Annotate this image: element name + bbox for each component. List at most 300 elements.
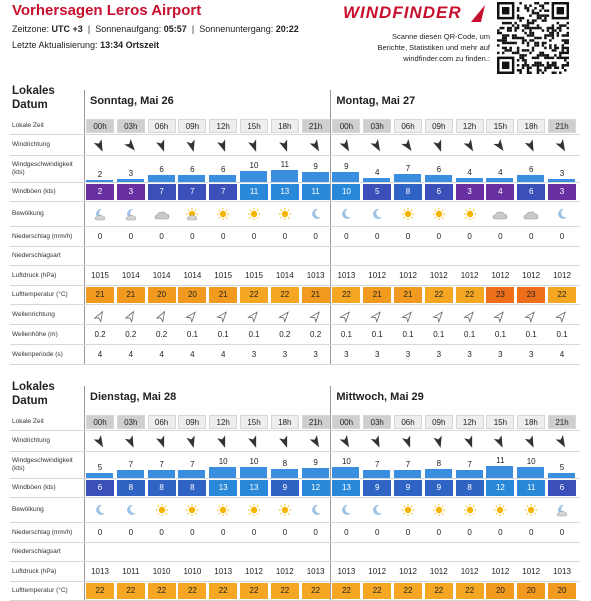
row-label: Lufttemperatur (°C) — [12, 587, 68, 594]
row-cloud — [10, 202, 580, 227]
wind-speed-bar — [86, 180, 113, 182]
forecast-block-2 — [10, 380, 580, 600]
hour-cell: 21h — [302, 415, 330, 429]
precip-value: 0 — [220, 231, 226, 241]
wind-speed-value: 6 — [220, 165, 226, 175]
wave-arrow-icon — [464, 309, 476, 321]
wind-speed-value: 5 — [559, 462, 565, 472]
updated-label: Letzte Aktualisierung: — [12, 40, 98, 50]
wind-speed-bar — [148, 175, 175, 182]
wind-speed-bar — [302, 468, 329, 478]
wind-speed-bar — [517, 467, 544, 478]
wind-speed-value: 4 — [498, 167, 503, 177]
wind-speed-value: 6 — [190, 165, 195, 175]
wave-arrow-icon — [310, 309, 322, 321]
temperature-value: 22 — [178, 583, 206, 599]
sunset-label: Sonnenuntergang: — [199, 24, 274, 34]
wind-arrow-icon — [279, 139, 291, 151]
precip-value: 0 — [190, 527, 195, 537]
precip-value: 0 — [251, 231, 257, 241]
wave-arrow-icon — [248, 309, 260, 321]
timezone-line: Zeitzone: UTC +3 | Sonnenaufgang: 05:57 | Sonnenuntergang: 20:22 — [12, 24, 299, 34]
wind-speed-bar — [425, 469, 452, 478]
row-label: Windgeschwindigkeit (kts) — [12, 161, 73, 176]
temperature-value: 21 — [117, 287, 145, 303]
moon-icon — [91, 503, 109, 517]
pressure-value: 1015 — [214, 270, 233, 280]
wave-height-value: 0.1 — [186, 329, 198, 339]
gust-value: 6 — [517, 184, 545, 200]
wave-arrow-icon — [340, 309, 352, 321]
wind-arrow-icon — [248, 139, 260, 151]
row-gusts — [10, 479, 580, 498]
wind-arrow-icon — [310, 139, 322, 151]
wind-speed-value: 6 — [528, 165, 534, 175]
wave-height-value: 0.2 — [94, 329, 106, 339]
temperature-value: 21 — [209, 287, 237, 303]
hour-cell: 03h — [363, 119, 391, 133]
wind-speed-bar — [117, 179, 144, 182]
hour-cell: 00h — [332, 119, 360, 133]
pressure-value: 1012 — [368, 566, 387, 576]
row-label: Lufttemperatur (°C) — [12, 291, 68, 298]
row-local-time — [10, 414, 580, 431]
wind-arrow-icon — [494, 435, 506, 447]
cloud-icon — [522, 207, 540, 221]
pressure-value: 1014 — [152, 270, 171, 280]
gust-value: 9 — [394, 480, 422, 496]
wave-height-value: 0.2 — [279, 329, 291, 339]
pressure-value: 1013 — [337, 270, 356, 280]
wave-period-value: 4 — [128, 349, 134, 359]
hour-cell: 00h — [86, 415, 114, 429]
wave-period-value: 3 — [498, 349, 503, 359]
hour-cell: 09h — [425, 119, 453, 133]
cloud-icon — [153, 207, 171, 221]
pressure-value: 1015 — [245, 270, 263, 280]
row-temp — [10, 286, 580, 305]
local-date-heading: Lokales Datum — [12, 85, 55, 111]
wind-speed-value: 7 — [128, 460, 134, 470]
wave-height-value: 0.1 — [217, 329, 229, 339]
wind-speed-bar — [271, 469, 298, 478]
sunrise-value: 05:57 — [163, 24, 187, 34]
row-label: Lokale Zeit — [12, 122, 44, 129]
wave-height-value: 0.1 — [402, 329, 414, 339]
wind-speed-value: 11 — [280, 159, 289, 169]
pressure-value: 1013 — [91, 566, 109, 576]
wind-arrow-icon — [433, 139, 445, 151]
precip-value: 0 — [374, 527, 380, 537]
windfinder-logo[interactable]: WINDFINDER — [343, 3, 462, 22]
day-header: Sonntag, Mai 26 — [90, 95, 174, 107]
wind-speed-value: 6 — [159, 165, 164, 175]
pressure-value: 1012 — [245, 566, 263, 576]
precip-value: 0 — [498, 231, 503, 241]
temperature-value: 22 — [271, 287, 299, 303]
pressure-value: 1013 — [553, 566, 571, 576]
row-label: Windgeschwindigkeit (kts) — [12, 457, 73, 472]
wind-arrow-icon — [340, 435, 352, 447]
wind-speed-value: 7 — [405, 460, 411, 470]
wind-speed-value: 7 — [374, 460, 380, 470]
pressure-value: 1015 — [91, 270, 109, 280]
precip-value: 0 — [405, 527, 411, 537]
wave-arrow-icon — [125, 309, 137, 321]
row-label: Niederschlag (mm/h) — [12, 232, 73, 240]
wind-speed-bar — [456, 178, 483, 182]
row-precip-type — [10, 543, 580, 562]
moon-icon — [307, 503, 325, 517]
row-label: Windrichtung — [12, 437, 50, 444]
temperature-value: 22 — [117, 583, 145, 599]
wind-arrow-icon — [340, 139, 352, 151]
wind-arrow-icon — [248, 435, 260, 447]
pressure-value: 1014 — [183, 270, 202, 280]
wind-speed-bar — [178, 470, 205, 478]
temperature-value: 22 — [240, 583, 268, 599]
pressure-value: 1012 — [522, 270, 541, 280]
wind-arrow-icon — [217, 435, 229, 447]
pressure-value: 1012 — [399, 566, 417, 576]
gust-value: 7 — [209, 184, 237, 200]
gust-value: 9 — [271, 480, 299, 496]
pressure-value: 1012 — [368, 270, 387, 280]
wind-speed-value: 3 — [559, 168, 565, 178]
forecast-header — [0, 0, 591, 80]
wind-speed-value: 4 — [374, 167, 380, 177]
wind-arrow-icon — [371, 139, 383, 151]
wind-speed-bar — [302, 172, 329, 182]
wind-speed-bar — [332, 467, 359, 478]
wind-speed-value: 7 — [159, 460, 164, 470]
row-pressure — [10, 266, 580, 286]
wave-height-value: 0.2 — [125, 329, 137, 339]
row-wave-period — [10, 345, 580, 365]
gust-value: 11 — [240, 184, 268, 200]
hour-cell: 00h — [332, 415, 360, 429]
day-header: Dienstag, Mai 28 — [90, 391, 177, 403]
moon-icon — [337, 207, 355, 221]
row-label: Niederschlagsart — [12, 252, 61, 259]
gust-value: 2 — [86, 184, 114, 200]
wave-arrow-icon — [556, 309, 568, 321]
gust-value: 8 — [178, 480, 206, 496]
wave-period-value: 4 — [559, 349, 565, 359]
temperature-value: 23 — [486, 287, 514, 303]
page-title: Vorhersagen Leros Airport — [12, 2, 202, 19]
wind-arrow-icon — [525, 139, 537, 151]
wind-speed-bar — [117, 470, 144, 478]
wave-height-value: 0.2 — [310, 329, 322, 339]
wind-speed-value: 8 — [436, 459, 442, 469]
wind-arrow-icon — [310, 435, 322, 447]
wave-period-value: 3 — [405, 349, 411, 359]
sun-icon — [276, 207, 294, 221]
moon-cloud-icon — [91, 207, 109, 221]
day-header: Mittwoch, Mai 29 — [336, 391, 424, 403]
gust-value: 9 — [425, 480, 453, 496]
sunrise-label: Sonnenaufgang: — [95, 24, 162, 34]
wave-height-value: 0.1 — [371, 329, 383, 339]
updated-value: 13:34 Ortszeit — [100, 40, 160, 50]
moon-icon — [368, 207, 386, 221]
gust-value: 9 — [363, 480, 391, 496]
wind-speed-bar — [178, 175, 205, 182]
precip-value: 0 — [159, 231, 164, 241]
wind-speed-bar — [148, 470, 175, 478]
moon-icon — [368, 503, 386, 517]
row-pressure — [10, 562, 580, 582]
wind-speed-bar — [456, 470, 483, 478]
row-temp — [10, 582, 580, 601]
wave-height-value: 0.1 — [556, 329, 568, 339]
pressure-value: 1012 — [429, 566, 448, 576]
wind-arrow-icon — [556, 435, 568, 447]
wave-period-value: 3 — [436, 349, 442, 359]
temperature-value: 20 — [178, 287, 206, 303]
sun-icon — [214, 207, 232, 221]
timezone-value: UTC +3 — [51, 24, 83, 34]
pressure-value: 1012 — [460, 270, 479, 280]
wave-period-value: 3 — [467, 349, 472, 359]
precip-value: 0 — [344, 231, 349, 241]
gust-value: 3 — [548, 184, 576, 200]
wave-arrow-icon — [217, 309, 229, 321]
timezone-label: Zeitzone: — [12, 24, 50, 34]
wind-speed-bar — [425, 175, 452, 182]
wave-height-value: 0.2 — [156, 329, 168, 339]
sun-icon — [399, 503, 417, 517]
sun-icon — [399, 207, 417, 221]
wind-arrow-icon — [371, 435, 383, 447]
sun-icon — [183, 503, 201, 517]
qr-code-icon[interactable] — [497, 2, 569, 74]
gust-value: 11 — [517, 480, 545, 496]
pressure-value: 1012 — [275, 566, 294, 576]
hour-cell: 15h — [486, 119, 514, 133]
row-label: Bewölkung — [12, 506, 44, 513]
wind-speed-bar — [548, 473, 575, 479]
temperature-value: 22 — [240, 287, 268, 303]
precip-value: 0 — [498, 527, 503, 537]
temperature-value: 22 — [302, 583, 330, 599]
gust-value: 6 — [425, 184, 453, 200]
wave-period-value: 3 — [313, 349, 318, 359]
sun-icon — [461, 503, 479, 517]
day-header: Montag, Mai 27 — [336, 95, 416, 107]
wave-period-value: 3 — [528, 349, 534, 359]
pressure-value: 1012 — [460, 566, 479, 576]
gust-value: 13 — [209, 480, 237, 496]
gust-value: 13 — [271, 184, 299, 200]
hour-cell: 21h — [548, 415, 576, 429]
wind-speed-bar — [209, 467, 236, 478]
gust-value: 3 — [117, 184, 145, 200]
gust-value: 8 — [394, 184, 422, 200]
gust-value: 10 — [332, 184, 360, 200]
hour-cell: 18h — [517, 119, 545, 133]
gust-value: 4 — [486, 184, 514, 200]
temperature-value: 22 — [456, 583, 484, 599]
precip-value: 0 — [467, 527, 472, 537]
row-label: Luftdruck (hPa) — [12, 271, 57, 279]
wind-speed-bar — [486, 178, 513, 182]
moon-icon — [553, 207, 571, 221]
wave-arrow-icon — [402, 309, 414, 321]
precip-value: 0 — [128, 527, 134, 537]
hour-cell: 09h — [178, 415, 206, 429]
wind-speed-value: 10 — [218, 457, 228, 466]
wave-height-value: 0.1 — [464, 329, 476, 339]
wind-speed-bar — [209, 175, 236, 182]
pressure-value: 1012 — [399, 270, 417, 280]
temperature-value: 22 — [86, 583, 114, 599]
updated-line — [12, 40, 159, 50]
wind-speed-value: 9 — [344, 162, 349, 172]
wind-speed-value: 6 — [436, 165, 442, 175]
row-wind-speed — [10, 452, 580, 479]
row-label: Wellenhöhe (m) — [12, 330, 58, 338]
gust-value: 6 — [86, 480, 114, 496]
precip-value: 0 — [559, 231, 565, 241]
precip-value: 0 — [159, 527, 164, 537]
row-label: Windböen (kts) — [12, 188, 56, 195]
wind-arrow-icon — [156, 435, 168, 447]
sun-icon — [245, 503, 263, 517]
wind-speed-value: 10 — [249, 457, 259, 466]
wind-speed-value: 5 — [97, 462, 103, 472]
moon-icon — [307, 207, 325, 221]
wave-period-value: 3 — [374, 349, 380, 359]
wind-arrow-icon — [279, 435, 291, 447]
moon-cloud-icon — [553, 503, 571, 517]
wind-speed-value: 4 — [467, 167, 472, 177]
temperature-value: 20 — [148, 287, 176, 303]
hour-cell: 06h — [148, 119, 176, 133]
wave-arrow-icon — [433, 309, 445, 321]
wave-arrow-icon — [156, 309, 168, 321]
temperature-value: 22 — [271, 583, 299, 599]
sunset-value: 20:22 — [275, 24, 299, 34]
pressure-value: 1013 — [214, 566, 233, 576]
wind-arrow-icon — [464, 435, 476, 447]
row-wave-height — [10, 325, 580, 345]
gust-value: 8 — [117, 480, 145, 496]
wave-period-value: 3 — [251, 349, 257, 359]
precip-value: 0 — [97, 231, 103, 241]
precip-value: 0 — [282, 527, 288, 537]
row-label: Niederschlagsart — [12, 548, 61, 555]
cloud-icon — [491, 207, 509, 221]
gust-value: 8 — [456, 480, 484, 496]
sun-icon — [245, 207, 263, 221]
wave-height-value: 0.1 — [340, 329, 352, 339]
wave-period-value: 4 — [159, 349, 164, 359]
row-gusts — [10, 183, 580, 202]
wind-arrow-icon — [186, 139, 198, 151]
wind-speed-value: 7 — [190, 460, 195, 470]
row-label: Windböen (kts) — [12, 484, 56, 491]
moon-cloud-icon — [122, 207, 140, 221]
row-precip — [10, 227, 580, 247]
gust-value: 12 — [486, 480, 514, 496]
temperature-value: 22 — [394, 583, 422, 599]
temperature-value: 22 — [425, 583, 453, 599]
wave-period-value: 4 — [220, 349, 226, 359]
wind-arrow-icon — [464, 139, 476, 151]
precip-value: 0 — [220, 527, 226, 537]
hour-cell: 18h — [271, 119, 299, 133]
precip-value: 0 — [436, 527, 442, 537]
wind-arrow-icon — [186, 435, 198, 447]
row-cloud — [10, 498, 580, 523]
row-label: Luftdruck (hPa) — [12, 567, 57, 575]
hour-cell: 12h — [209, 119, 237, 133]
precip-value: 0 — [190, 231, 195, 241]
wave-height-value: 0.1 — [433, 329, 445, 339]
wind-arrow-icon — [402, 139, 414, 151]
wind-arrow-icon — [556, 139, 568, 151]
hour-cell: 21h — [548, 119, 576, 133]
row-label: Windrichtung — [12, 141, 50, 148]
precip-value: 0 — [251, 527, 257, 537]
wind-arrow-icon — [125, 139, 137, 151]
wind-speed-value: 2 — [97, 169, 103, 179]
wave-period-value: 3 — [344, 349, 349, 359]
precip-value: 0 — [344, 527, 349, 537]
pressure-value: 1014 — [121, 270, 140, 280]
temperature-value: 21 — [394, 287, 422, 303]
hour-cell: 12h — [209, 415, 237, 429]
wind-speed-value: 10 — [249, 161, 259, 170]
temperature-value: 22 — [332, 287, 360, 303]
gust-value: 11 — [302, 184, 330, 200]
precip-value: 0 — [374, 231, 380, 241]
temperature-value: 20 — [548, 583, 576, 599]
wind-arrow-icon — [94, 139, 106, 151]
qr-hint: Scanne diesen QR-Code, um Berichte, Statistiken und mehr auf windfinder.com zu finden.: — [377, 32, 490, 63]
pressure-value: 1013 — [306, 566, 325, 576]
wind-speed-bar — [394, 470, 421, 478]
wind-speed-bar — [548, 179, 575, 182]
temperature-value: 22 — [425, 287, 453, 303]
hour-cell: 09h — [425, 415, 453, 429]
wind-speed-value: 7 — [405, 164, 411, 174]
wind-arrow-icon — [402, 435, 414, 447]
wind-speed-value: 9 — [313, 162, 318, 172]
gust-value: 12 — [302, 480, 330, 496]
gust-value: 6 — [548, 480, 576, 496]
wind-arrow-icon — [156, 139, 168, 151]
wind-speed-bar — [517, 175, 544, 182]
precip-value: 0 — [313, 527, 318, 537]
temperature-value: 21 — [363, 287, 391, 303]
wind-speed-bar — [240, 467, 267, 478]
hour-cell: 06h — [394, 415, 422, 429]
pressure-value: 1011 — [122, 566, 140, 576]
row-label: Bewölkung — [12, 210, 44, 217]
wind-speed-value: 11 — [496, 455, 505, 465]
temperature-value: 20 — [486, 583, 514, 599]
gust-value: 7 — [178, 184, 206, 200]
temperature-value: 22 — [209, 583, 237, 599]
wind-speed-value: 10 — [526, 457, 536, 466]
hour-cell: 03h — [363, 415, 391, 429]
temperature-value: 22 — [332, 583, 360, 599]
row-precip-type — [10, 247, 580, 266]
sun-cloud-icon — [183, 207, 201, 221]
